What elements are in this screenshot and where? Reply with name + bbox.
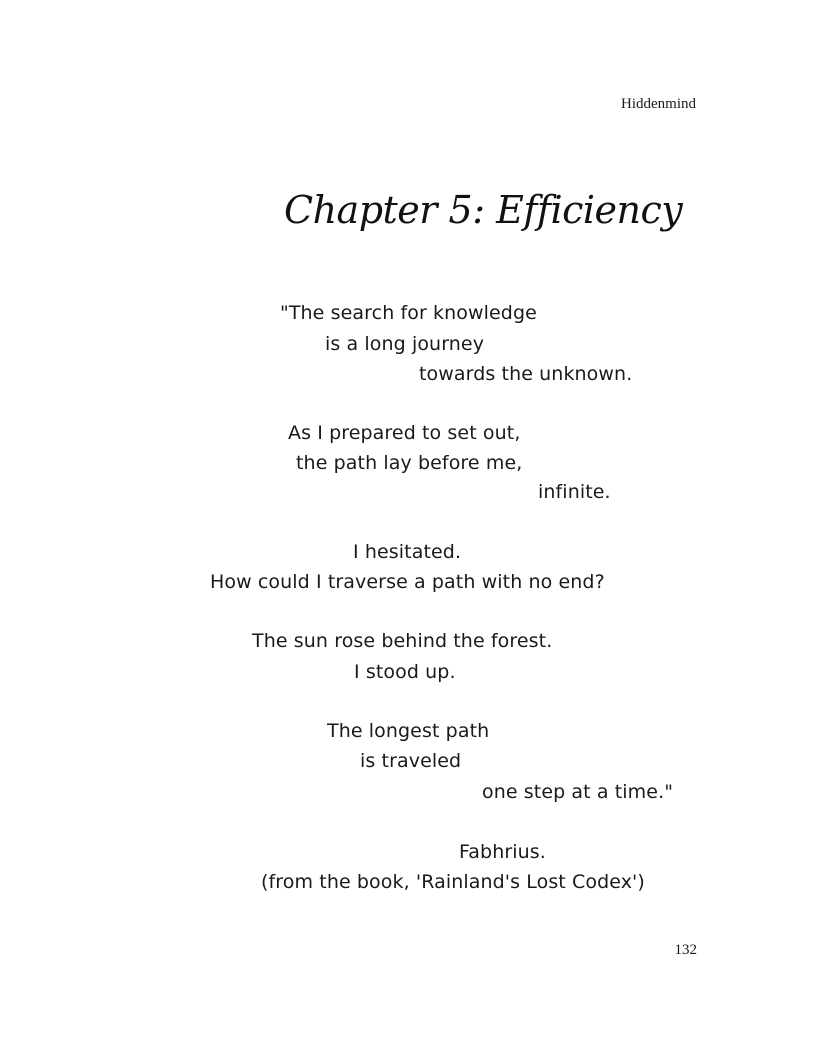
poem-line: is traveled: [360, 750, 462, 772]
page-number: 132: [674, 942, 697, 958]
poem-line: As I prepared to set out,: [288, 422, 521, 444]
poem-line: the path lay before me,: [296, 452, 523, 474]
poem-line: is a long journey: [325, 333, 485, 355]
running-header: Hiddenmind: [621, 96, 696, 112]
poem-line: The longest path: [327, 720, 490, 742]
poem-line: I hesitated.: [353, 541, 462, 563]
chapter-title: Chapter 5: Efficiency: [284, 188, 683, 232]
poem-line: "The search for knowledge: [280, 302, 537, 324]
poem-line: The sun rose behind the forest.: [252, 630, 553, 652]
poem-line: I stood up.: [354, 661, 456, 683]
poem-line: infinite.: [538, 481, 611, 503]
poem-attribution-source: (from the book, 'Rainland's Lost Codex'): [261, 871, 645, 893]
poem-line: towards the unknown.: [419, 363, 633, 385]
poem-line: How could I traverse a path with no end?: [210, 571, 605, 593]
poem-line: one step at a time.": [482, 781, 674, 803]
poem-attribution-author: Fabhrius.: [459, 841, 546, 863]
